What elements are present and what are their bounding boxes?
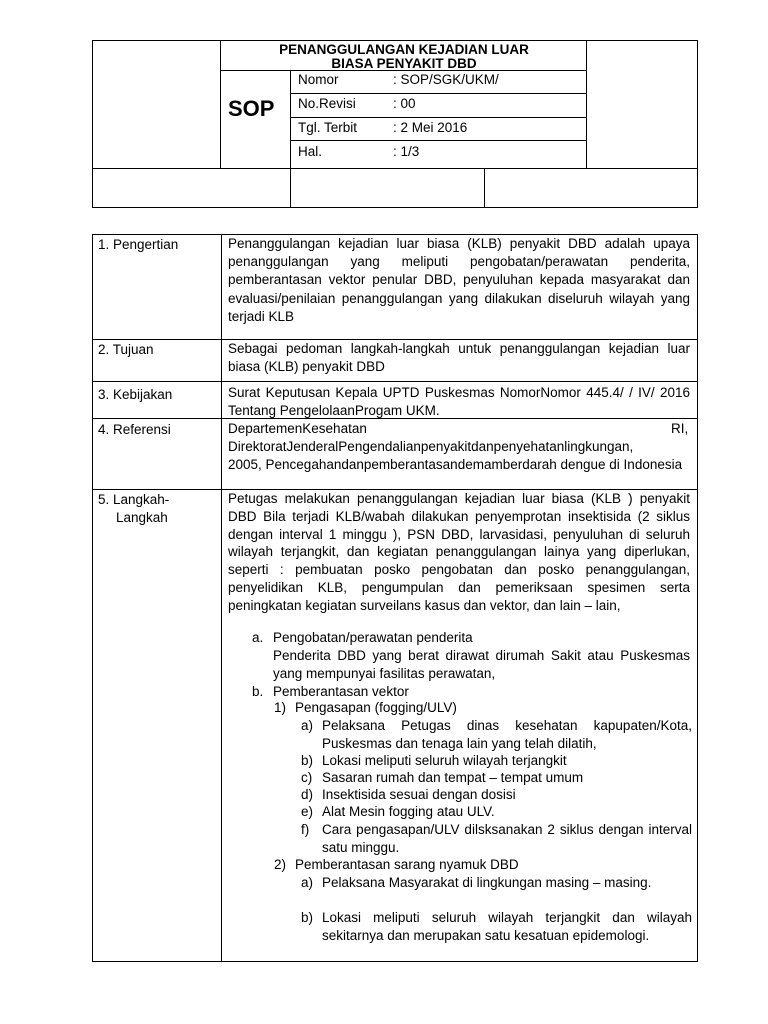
header-divider xyxy=(484,168,485,208)
b1-item-marker: b) xyxy=(301,753,314,768)
field-value-nomor: : SOP/SGK/UKM/ xyxy=(393,72,499,87)
field-label-nomor: Nomor xyxy=(298,72,339,87)
column-divider xyxy=(221,234,222,962)
b1-item-marker: a) xyxy=(301,718,314,733)
header-divider xyxy=(586,40,587,168)
item-a-text: Penderita DBD yang berat dirawat dirumah Sakit atau Puskesmas yang mempunyai fasilitas perawatan, xyxy=(273,648,690,681)
b1-item-marker: f) xyxy=(301,822,310,837)
item-b1-marker: 1) xyxy=(274,700,287,715)
field-value-revisi: : 00 xyxy=(393,96,416,111)
field-value-terbit: : 2 Mei 2016 xyxy=(393,120,468,135)
item-a-marker: a. xyxy=(252,630,264,645)
kebijakan-text: Surat Keputusan Kepala UPTD Puskesmas NomorNomor 445.4/ / IV/ 2016 Tentang PengelolaanProgam UKM. xyxy=(228,385,690,419)
b1-item-text: Lokasi meliputi seluruh wilayah terjangkit xyxy=(322,753,567,768)
item-a-title: Pengobatan/perawatan penderita xyxy=(273,630,473,645)
label-langkah-2: Langkah xyxy=(116,510,168,525)
b1-item-marker: d) xyxy=(301,787,314,802)
field-label-terbit: Tgl. Terbit xyxy=(298,120,358,135)
field-value-hal: : 1/3 xyxy=(393,144,420,159)
sop-label: SOP xyxy=(228,96,275,121)
header-divider xyxy=(290,93,586,94)
b2-item-marker: b) xyxy=(301,910,314,925)
b1-item-text: Pelaksana Petugas dinas kesehatan kapupaten/Kota, Puskesmas dan tenaga lain yang telah dilatih, xyxy=(322,718,692,751)
header-divider xyxy=(220,40,221,168)
b1-item-text: Cara pengasapan/ULV dilsksanakan 2 siklus dengan interval satu minggu. xyxy=(322,822,692,855)
label-langkah-1: 5. Langkah- xyxy=(98,492,170,507)
item-b2-title: Pemberantasan sarang nyamuk DBD xyxy=(295,857,519,872)
referensi-line2: DirektoratJenderalPengendalianpenyakitdanpenyehatanlingkungan, xyxy=(228,439,634,454)
label-pengertian: 1. Pengertian xyxy=(98,237,179,252)
referensi-line1-right: RI, xyxy=(671,421,689,436)
field-label-hal: Hal. xyxy=(298,144,323,159)
label-referensi: 4. Referensi xyxy=(98,422,171,437)
b1-item-text: Insektisida sesuai dengan dosisi xyxy=(322,787,516,802)
langkah-intro: Petugas melakukan penanggulangan kejadian luar biasa (KLB ) penyakit DBD Bila terjadi KLB/wabah dilakukan penyemprotan insektisida (2 siklus dengan interval 1 minggu ), PSN DBD, larvasidasi, penyuluhan di seluruh wilayah terjangkit, dan kegiatan penanggulangan lainya yang diperlukan, seperti : pembuatan posko pengobatan dan posko penanggulangan, penyelidikan KLB, pengumpulan dan pemeriksaan spesimen serta peningkatan kegiatan surveilans kasus dan vektor, dan lain – lain, xyxy=(228,491,690,613)
referensi-line1-left: DepartemenKesehatan xyxy=(228,421,367,436)
b1-item-text: Alat Mesin fogging atau ULV. xyxy=(322,804,495,819)
pengertian-text: Penanggulangan kejadian luar biasa (KLB) penyakit DBD adalah upaya penanggulangan yang meliputi pengobatan/perawatan penderita, pemberantasan vektor penular DBD, penyuluhan kepada masyarakat dan evaluasi/penilaian penanggulangan yang dilakukan diseluruh wilayah yang terjadi KLB xyxy=(228,236,690,324)
b1-item-text: Sasaran rumah dan tempat – tempat umum xyxy=(322,770,584,785)
header-divider xyxy=(290,140,586,141)
b2-item-marker: a) xyxy=(301,875,314,890)
b2-item-text: Lokasi meliputi seluruh wilayah terjangkit dan wilayah sekitarnya dan merupakan satu kesatuan epidemologi. xyxy=(322,910,692,943)
tujuan-text: Sebagai pedoman langkah-langkah untuk penanggulangan kejadian luar biasa (KLB) penyakit DBD xyxy=(228,341,690,375)
row-divider xyxy=(92,381,698,382)
label-tujuan: 2. Tujuan xyxy=(98,342,154,357)
item-b-marker: b. xyxy=(252,684,264,699)
b2-item-text: Pelaksana Masyarakat di lingkungan masing – masing. xyxy=(322,875,652,890)
referensi-line3: 2005, Pencegahandanpemberantasandemamberdarah dengue di Indonesia xyxy=(228,457,683,472)
header-divider xyxy=(290,117,586,118)
item-b1-title: Pengasapan (fogging/ULV) xyxy=(295,700,457,715)
field-label-revisi: No.Revisi xyxy=(298,96,356,111)
label-kebijakan: 3. Kebijakan xyxy=(98,387,173,402)
header-divider xyxy=(92,168,698,169)
document-title: PENANGGULANGAN KEJADIAN LUAR BIASA PENYAKIT DBD xyxy=(279,42,529,71)
item-b2-marker: 2) xyxy=(274,857,287,872)
item-b-title: Pemberantasan vektor xyxy=(273,684,409,699)
b1-item-marker: e) xyxy=(301,804,314,819)
b1-item-marker: c) xyxy=(301,770,313,785)
header-divider xyxy=(290,70,291,207)
